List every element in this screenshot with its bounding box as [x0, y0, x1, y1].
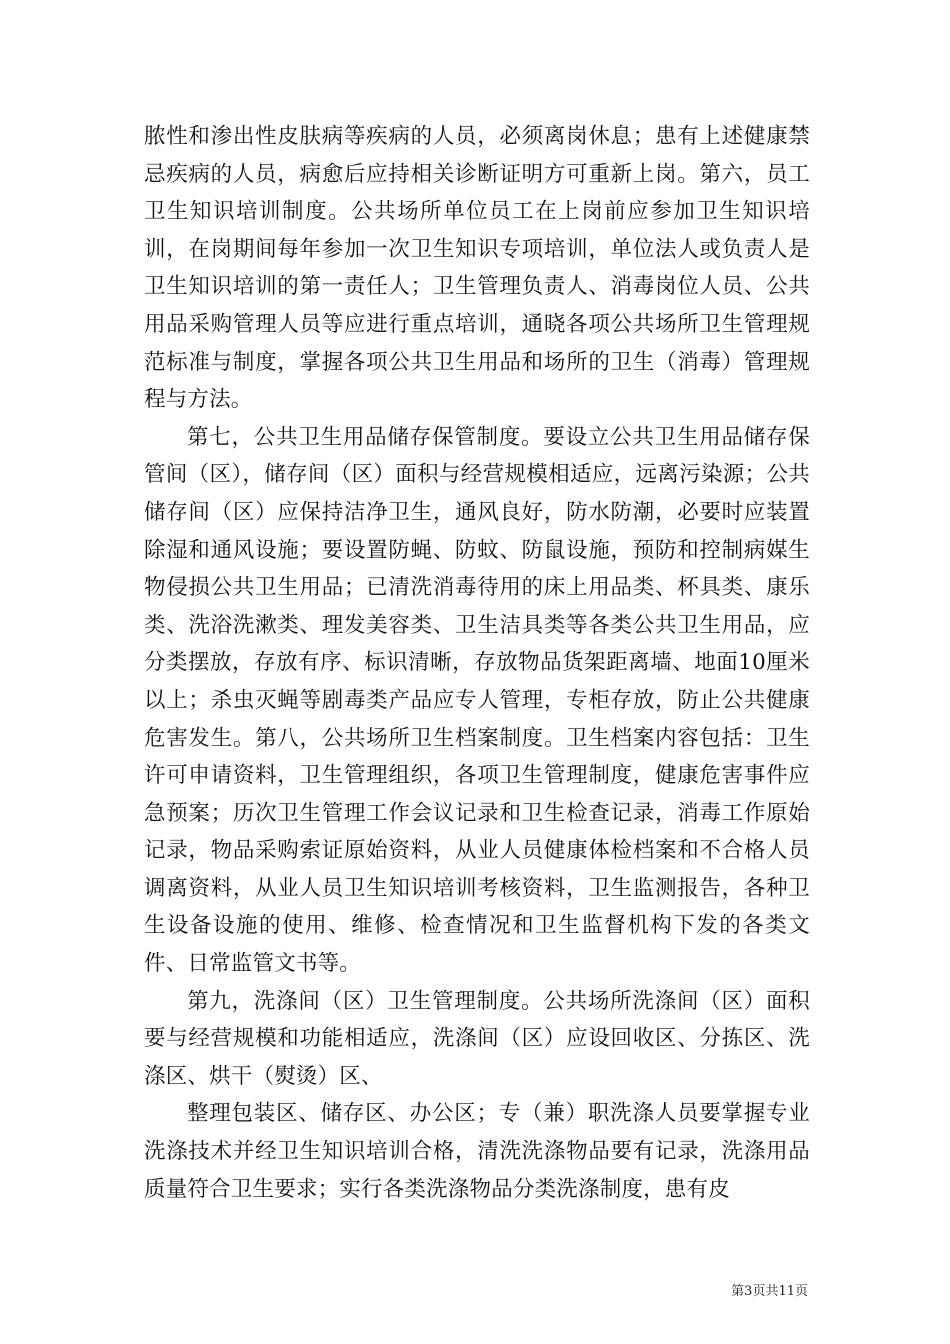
paragraph-4: 整理包装区、储存区、办公区；专（兼）职洗涤人员要掌握专业洗涤技术并经卫生知识培训合格，清洗洗涤物品要有记录，洗涤用品质量符合卫生要求；实行各类洗涤物品分类洗涤制度，患有皮: [144, 1101, 810, 1202]
paragraph-3: 第九，洗涤间（区）卫生管理制度。公共场所洗涤间（区）面积要与经营规模和功能相适应，洗涤间（区）应设回收区、分拣区、洗涤区、烘干（熨烫）区、: [144, 988, 810, 1089]
paragraph-2: 第七，公共卫生用品储存保管制度。要设立公共卫生用品储存保管间（区），储存间（区）面积与经营规模相适应，远离污染源；公共储存间（区）应保持洁净卫生，通风良好，防水防潮，必要时应装置除湿和通风设施；要设置防蝇、防蚊、防鼠设施，预防和控制病媒生物侵损公共卫生用品；已清洗消毒待用的床上用品类、杯具类、康乐类、洗浴洗漱类、理发美容类、卫生洁具类等各类公共卫生用品，应分类摆放，存放有序、标识清晰，存放物品货架距离墙、地面10厘米以上；杀虫灭蝇等剧毒类产品应专人管理，专柜存放，防止公共健康危害发生。第八，公共场所卫生档案制度。卫生档案内容包括：卫生许可申请资料，卫生管理组织，各项卫生管理制度，健康危害事件应急预案；历次卫生管理工作会议记录和卫生检查记录，消毒工作原始记录，物品采购索证原始资料，从业人员健康体检档案和不合格人员调离资料，从业人员卫生知识培训考核资料，卫生监测报告，各种卫生设备设施的使用、维修、检查情况和卫生监督机构下发的各类文件、日常监管文书等。: [144, 424, 810, 977]
page-number-footer: 第3页共11页: [731, 1284, 808, 1299]
document-body: [144, 118, 810, 1208]
paragraph-1: 脓性和渗出性皮肤病等疾病的人员，必须离岗休息；患有上述健康禁忌疾病的人员，病愈后应持相关诊断证明方可重新上岗。第六，员工卫生知识培训制度。公共场所单位员工在上岗前应参加卫生知识培训，在岗期间每年参加一次卫生知识专项培训，单位法人或负责人是卫生知识培训的第一责任人；卫生管理负责人、消毒岗位人员、公共用品采购管理人员等应进行重点培训，通晓各项公共场所卫生管理规范标准与制度，掌握各项公共卫生用品和场所的卫生（消毒）管理规程与方法。: [144, 124, 810, 413]
